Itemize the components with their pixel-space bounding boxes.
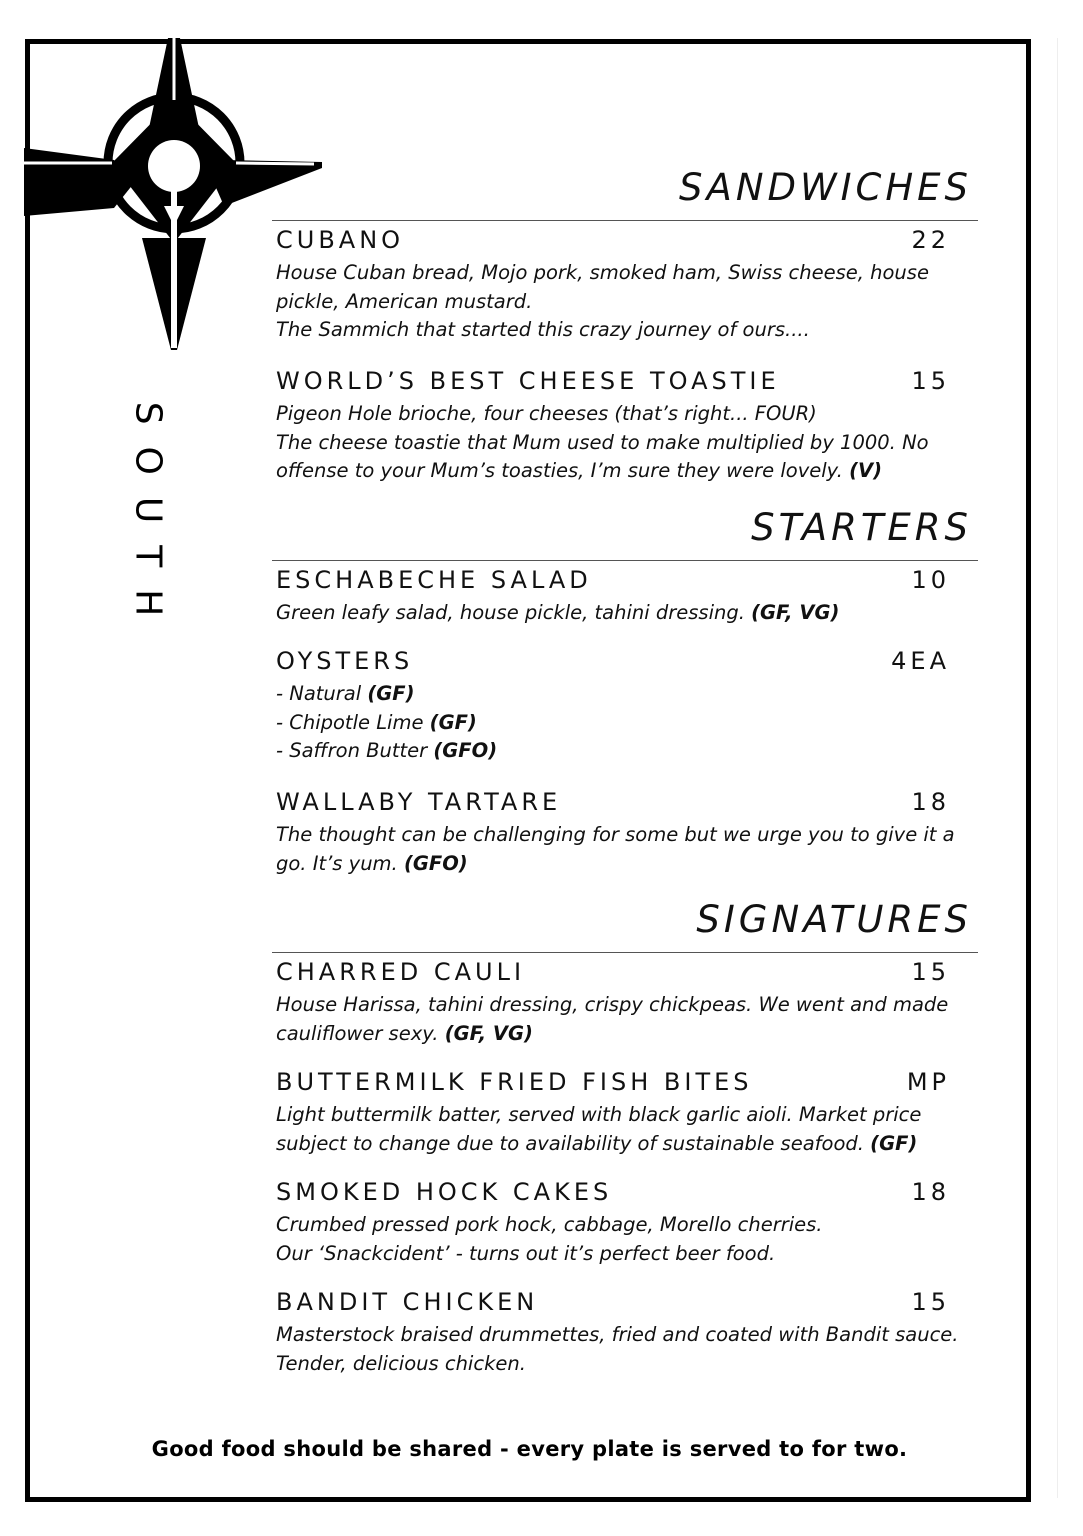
item-price: 15	[911, 367, 950, 395]
dietary-tag: (GF, VG)	[444, 1021, 533, 1045]
item-description	[276, 821, 966, 878]
menu-item-cubano	[276, 226, 966, 345]
menu-item-bandit-chicken	[276, 1288, 966, 1378]
item-name: CHARRED CAULI	[276, 958, 526, 986]
description-line: offense to your Mum’s toasties, I’m sure they were lovely.	[276, 459, 850, 482]
oyster-variant: - Chipotle Lime	[276, 710, 430, 734]
oyster-variant: - Natural	[276, 682, 368, 705]
description-line: Tender, delicious chicken.	[276, 1351, 526, 1375]
oyster-variant: - Saffron Butter	[276, 739, 434, 762]
item-name: BANDIT CHICKEN	[276, 1288, 539, 1316]
section-title-sandwiches: SANDWICHES	[679, 166, 972, 209]
item-name: WORLD’S BEST CHEESE TOASTIE	[276, 367, 780, 395]
description-line: Masterstock braised drummettes, fried and coated with Bandit sauce.	[276, 1323, 959, 1346]
item-description	[276, 1101, 966, 1158]
menu-item-fish-bites	[276, 1068, 966, 1158]
item-name: CUBANO	[276, 226, 405, 254]
description-line: The cheese toastie that Mum used to make multiplied by 1000. No	[276, 430, 929, 454]
item-description	[276, 259, 966, 345]
dietary-tag: (GF)	[870, 1131, 918, 1155]
description-line: pickle, American mustard.	[276, 289, 533, 313]
dietary-tag: (GFO)	[433, 739, 498, 762]
page-edge	[1057, 38, 1058, 1498]
item-name: BUTTERMILK FRIED FISH BITES	[276, 1068, 753, 1096]
item-description	[276, 599, 966, 628]
item-description	[276, 1211, 966, 1268]
description-line: Our ‘Snackcident’ - turns out it’s perfect beer food.	[276, 1241, 776, 1265]
section-divider	[272, 560, 978, 561]
item-price: 22	[911, 226, 950, 254]
item-price: 18	[911, 788, 950, 816]
item-name: WALLABY TARTARE	[276, 788, 562, 816]
dietary-tag: (GF)	[367, 682, 415, 705]
footer-note: Good food should be shared - every plate is served to for two.	[151, 1437, 908, 1461]
description-line: House Harissa, tahini dressing, crispy chickpeas. We went and made	[276, 993, 949, 1016]
menu-item-cheese-toastie	[276, 367, 966, 486]
section-title-signatures: SIGNATURES	[696, 898, 972, 941]
item-price: 15	[911, 958, 950, 986]
item-name: SMOKED HOCK CAKES	[276, 1178, 613, 1206]
description-line: The Sammich that started this crazy journey of ours....	[276, 318, 810, 341]
description-line: Pigeon Hole brioche, four cheeses (that’s right... FOUR)	[276, 402, 817, 425]
item-price: 18	[911, 1178, 950, 1206]
menu-item-charred-cauli	[276, 958, 966, 1048]
description-line: House Cuban bread, Mojo pork, smoked ham, Swiss cheese, house	[276, 261, 929, 284]
description-line: go. It’s yum.	[276, 851, 404, 875]
item-description	[276, 400, 966, 486]
item-price: 15	[911, 1288, 950, 1316]
item-name: ESCHABECHE SALAD	[276, 566, 592, 594]
description-line: The thought can be challenging for some but we urge you to give it a	[276, 823, 955, 846]
menu-item-oysters	[276, 647, 966, 766]
item-description	[276, 680, 966, 766]
dietary-tag: (GFO)	[403, 851, 468, 875]
brand-name: SOUTH	[127, 401, 169, 639]
description-line: Green leafy salad, house pickle, tahini dressing.	[276, 601, 752, 624]
section-title-starters: STARTERS	[751, 506, 972, 549]
menu-item-wallaby-tartare	[276, 788, 966, 878]
section-divider	[272, 952, 978, 953]
dietary-tag: (GF)	[429, 710, 477, 734]
description-line: Crumbed pressed pork hock, cabbage, Morello cherries.	[276, 1213, 823, 1236]
description-line: cauliflower sexy.	[276, 1021, 445, 1045]
item-description	[276, 1321, 966, 1378]
dietary-tag: (GF, VG)	[751, 601, 840, 624]
item-description	[276, 991, 966, 1048]
description-line: Light buttermilk batter, served with black garlic aioli. Market price	[276, 1103, 922, 1126]
brand-wordmark	[108, 380, 188, 660]
description-line: subject to change due to availability of sustainable seafood.	[276, 1131, 871, 1155]
item-price: MP	[906, 1068, 950, 1096]
menu-item-smoked-hock-cakes	[276, 1178, 966, 1268]
section-divider	[272, 220, 978, 221]
dietary-tag: (V)	[849, 459, 882, 482]
item-price: 4EA	[891, 647, 950, 675]
menu-item-eschabeche-salad	[276, 566, 966, 628]
item-name: OYSTERS	[276, 647, 414, 675]
item-price: 10	[911, 566, 950, 594]
